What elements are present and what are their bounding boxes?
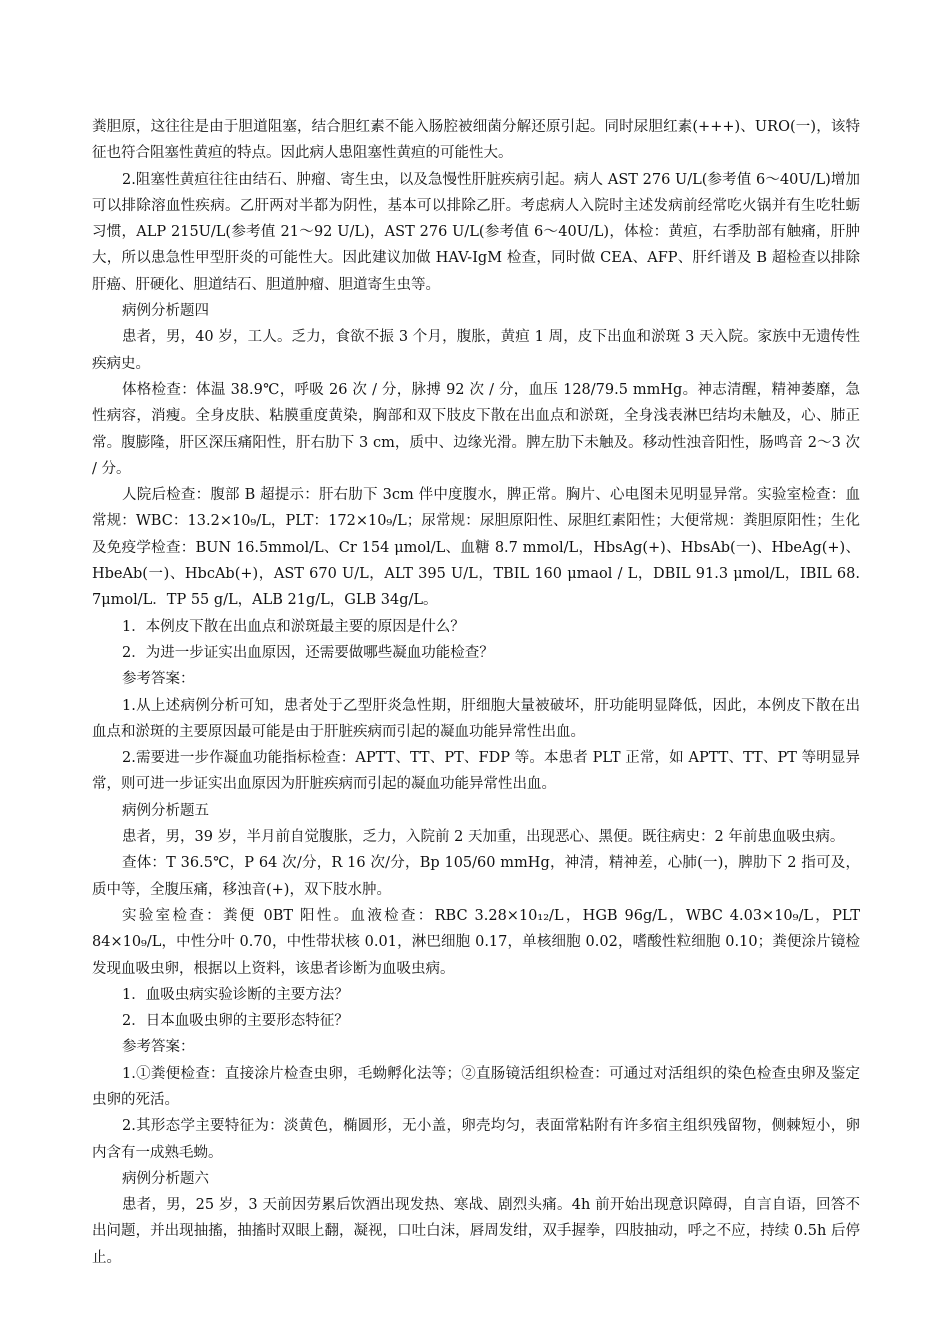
case-heading-5: 病例分析题五 <box>122 802 209 819</box>
case-heading-4: 病例分析题四 <box>122 303 209 320</box>
case5-lab-exam: 实验室检查：粪便 0BT 阳性。血液检查：RBC 3.28×10₁₂/L，HGB 96g/L，WBC 4.03×10₉/L，PLT 84×10₉/L，中性分叶 0.70，中性带状核 0.01，淋巴细胞 0.17，单核细胞 0.02，嗜酸性粒细胞 0.10；粪便涂片镜检发现血吸虫卵，根据以上资料，该患者诊断为血吸虫病。 <box>92 907 860 977</box>
case4-question-2: 2．为进一步证实出血原因，还需要做哪些凝血功能检查？ <box>122 644 494 661</box>
case4-physical-exam: 体格检查：体温 38.9℃，呼吸 26 次 / 分，脉搏 92 次 / 分，血压 128/79.5 mmHg。神志清醒，精神萎靡，急性病容，消瘦。全身皮肤、粘膜重度黄染，胸部和双下肢皮下散在出血点和淤斑，全身浅表淋巴结均未触及，心、肺正常。腹膨隆，肝区深压痛阳性，肝右肋下 3 cm，质中、边缘光滑。脾左肋下未触及。移动性浊音阳性，肠鸣音 2～3 次 / 分。 <box>92 381 860 477</box>
case4-answer-label: 参考答案： <box>122 671 195 688</box>
case4-answer-2: 2.需要进一步作凝血功能指标检查：APTT、TT、PT、FDP 等。本患者 PLT 正常，如 APTT、TT、PT 等明显异常，则可进一步证实出血原因为肝脏疾病而引起的凝血功能异常性出血。 <box>92 750 860 793</box>
paragraph-obstructive-jaundice-answer: 2.阻塞性黄疸往往由结石、肿瘤、寄生虫，以及急慢性肝脏疾病引起。病人 AST 276 U/L(参考值 6～40U/L)增加可以排除溶血性疾病。乙肝两对半都为阴性，基本可以排除乙肝。考虑病人入院时主述发病前经常吃火锅并有生吃牡蛎习惯，ALP 215U/L(参考值 21～92 U/L)，AST 276 U/L(参考值 6～40U/L)，体检：黄疸，右季肋部有触痛，肝肿大，所以患急性甲型肝炎的可能性大。因此建议加做 HAV-IgM 检查，同时做 CEA、AFP、肝纤谱及 B 超检查以排除肝癌、肝硬化、胆道结石、胆道肿瘤、胆道寄生虫等。 <box>92 171 860 293</box>
case5-answer-2: 2.其形态学主要特征为：淡黄色，椭圆形，无小盖，卵壳均匀，表面常粘附有许多宿主组织残留物，侧棘短小，卵内含有一成熟毛蚴。 <box>92 1118 860 1161</box>
case5-physical-exam: 查体：T 36.5℃，P 64 次/分，R 16 次/分，Bp 105/60 mmHg，神清，精神差，心肺(一)，脾肋下 2 指可及，质中等，全腹压痛，移浊音(+)，双下肢水肿。 <box>92 855 860 898</box>
case6-history: 患者，男，25 岁，3 天前因劳累后饮酒出现发热、寒战、剧烈头痛。4h 前开始出现意识障碍，自言自语，回答不出问题，并出现抽搐，抽搐时双眼上翻，凝视，口吐白沫，唇周发绀，双手握拳，四肢抽动，呼之不应，持续 0.5h 后停止。 <box>92 1197 860 1266</box>
case4-question-1: 1．本例皮下散在出血点和淤斑最主要的原因是什么？ <box>122 618 465 635</box>
case4-answer-1: 1.从上述病例分析可知，患者处于乙型肝炎急性期，肝细胞大量被破坏，肝功能明显降低，因此，本例皮下散在出血点和淤斑的主要原因最可能是由于肝脏疾病而引起的凝血功能异常性出血。 <box>92 697 860 740</box>
case5-answer-label: 参考答案： <box>122 1039 195 1056</box>
case5-question-1: 1．血吸虫病实验诊断的主要方法？ <box>122 986 349 1003</box>
case4-history: 患者，男，40 岁，工人。乏力，食欲不振 3 个月，腹胀，黄疸 1 周，皮下出血和淤斑 3 天入院。家族中无遗传性疾病史。 <box>92 329 860 372</box>
case5-question-2: 2．日本血吸虫卵的主要形态特征？ <box>122 1013 349 1030</box>
paragraph-continuation: 粪胆原，这往往是由于胆道阻塞，结合胆红素不能入肠腔被细菌分解还原引起。同时尿胆红素(+++)、URO(一)，该特征也符合阻塞性黄疸的特点。因此病人患阻塞性黄疸的可能性大。 <box>92 119 860 162</box>
case5-history: 患者，男，39 岁，半月前自觉腹胀，乏力，入院前 2 天加重，出现恶心、黑便。既往病史：2 年前患血吸虫病。 <box>122 829 845 846</box>
case4-lab-exam: 人院后检查：腹部 B 超提示：肝右肋下 3cm 伴中度腹水，脾正常。胸片、心电图未见明显异常。实验室检查：血常规：WBC：13.2×10₉/L，PLT：172×10₉/L；尿常规：尿胆原阳性、尿胆红素阳性；大便常规：粪胆原阳性；生化及免疫学检查：BUN 16.5mmol/L、Cr 154 μmol/L、血糖 8.7 mmol/L，HbsAg(+)、HbsAb(一)、HbeAg(+)、HbeAb(一)、HbcAb(+)，AST 670 U/L，ALT 395 U/L，TBIL 160 μmaol / L，DBIL 91.3 μmol/L，IBIL 68. 7μmol/L．TP 55 g/L，ALB 21g/L，GLB 34g/L。 <box>92 487 860 609</box>
case5-answer-1: 1.①粪便检查：直接涂片检查虫卵，毛蚴孵化法等；②直肠镜活组织检查：可通过对活组织的染色检查虫卵及鉴定虫卵的死活。 <box>92 1065 860 1108</box>
case-heading-6: 病例分析题六 <box>122 1170 209 1187</box>
